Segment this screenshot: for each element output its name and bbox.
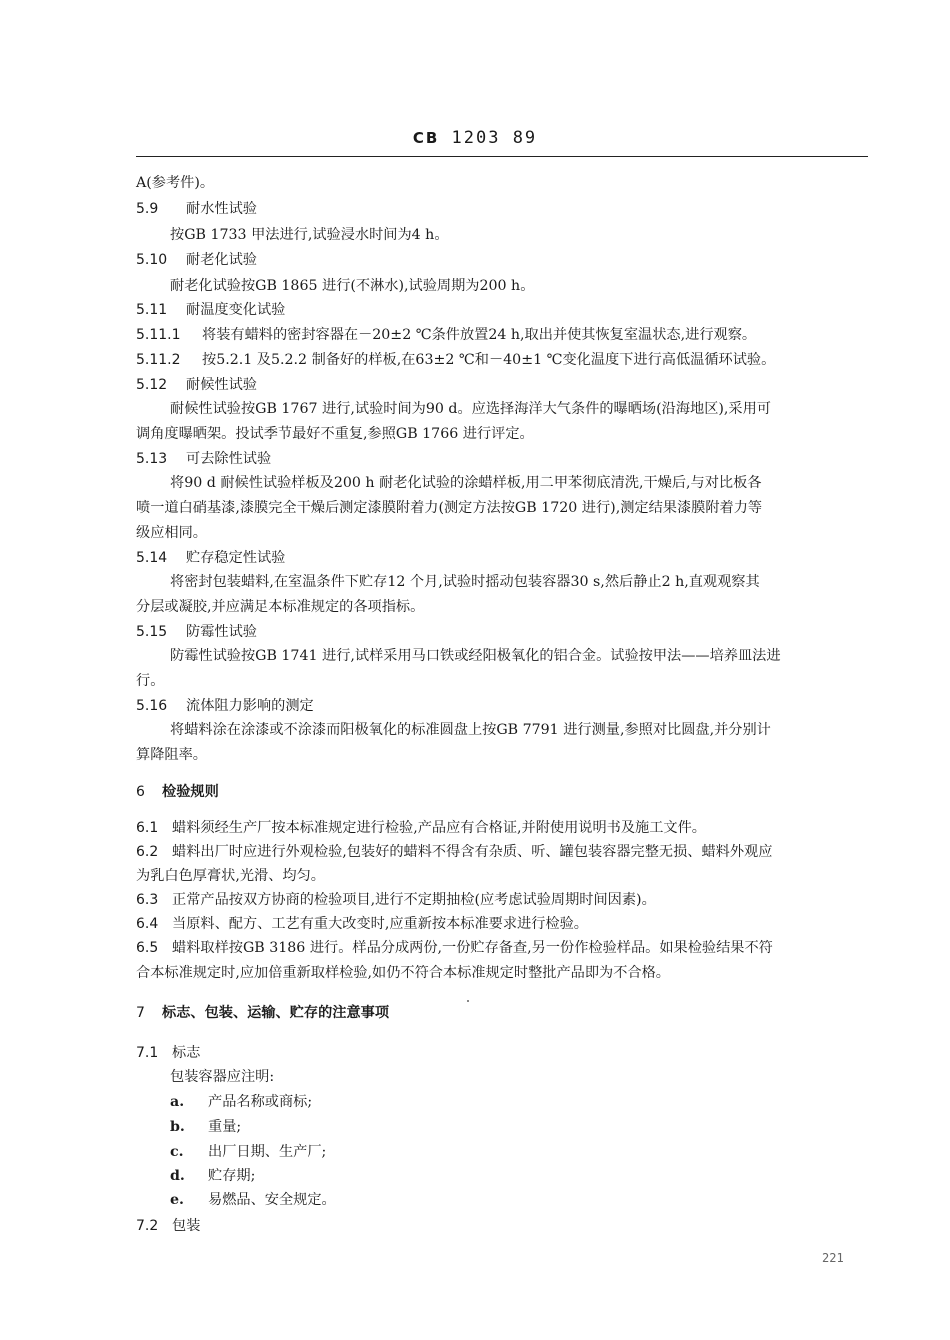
chapter-heading: 6 检验规则	[136, 784, 219, 800]
page-number: 221	[822, 1251, 844, 1265]
list-item: d. 贮存期;	[170, 1168, 256, 1184]
section-heading: 7.1 标志	[136, 1045, 201, 1061]
clause: 6.3 正常产品按双方协商的检验项目,进行不定期抽检(应考虑试验周期时间因素)。	[136, 892, 656, 908]
paragraph: 行。	[136, 673, 165, 689]
section-heading: 5.11 耐温度变化试验	[136, 302, 286, 318]
paragraph: 级应相同。	[136, 525, 207, 541]
paragraph: 耐老化试验按GB 1865 进行(不淋水),试验周期为200 h。	[170, 278, 535, 294]
header-prefix: CB	[412, 129, 440, 147]
list-item: c. 出厂日期、生产厂;	[170, 1144, 327, 1160]
section-heading: 7.2 包装	[136, 1218, 201, 1234]
paragraph: 按GB 1733 甲法进行,试验浸水时间为4 h。	[170, 227, 449, 243]
section-heading: 5.9 耐水性试验	[136, 201, 257, 217]
paragraph: 包装容器应注明:	[170, 1069, 275, 1085]
paragraph: 耐候性试验按GB 1767 进行,试验时间为90 d。应选择海洋大气条件的曝晒场(沿海地区),采用可	[170, 401, 771, 417]
paragraph: 将密封包装蜡料,在室温条件下贮存12 个月,试验时摇动包装容器30 s,然后静止2 h,直观观察其	[170, 574, 760, 590]
list-item: b. 重量;	[170, 1119, 242, 1135]
header-number: 1203 89	[451, 128, 538, 148]
list-item: e. 易燃品、安全规定。	[170, 1192, 336, 1208]
list-item: a. 产品名称或商标;	[170, 1094, 313, 1110]
paragraph: 为乳白色厚膏状,光滑、均匀。	[136, 868, 325, 884]
clause: 6.4 当原料、配方、工艺有重大改变时,应重新按本标准要求进行检验。	[136, 916, 588, 932]
clause: 5.11.2 按5.2.1 及5.2.2 制备好的样板,在63±2 ℃和－40±1 ℃变化温度下进行高低温循环试验。	[136, 352, 776, 368]
paragraph: 调角度曝晒架。投试季节最好不重复,参照GB 1766 进行评定。	[136, 426, 534, 442]
paragraph: 将蜡料涂在涂漆或不涂漆而阳极氧化的标准圆盘上按GB 7791 进行测量,参照对比圆盘,并分别计	[170, 722, 771, 738]
section-heading: 5.13 可去除性试验	[136, 451, 272, 467]
running-header	[0, 128, 950, 148]
clause: 6.5 蜡料取样按GB 3186 进行。样品分成两份,一份贮存备查,另一份作检验样品。如果检验结果不符	[136, 940, 773, 956]
clause: 6.2 蜡料出厂时应进行外观检验,包装好的蜡料不得含有杂质、听、罐包装容器完整无损、蜡料外观应	[136, 844, 773, 860]
chapter-heading: 7 标志、包装、运输、贮存的注意事项	[136, 1005, 390, 1021]
section-heading: 5.12 耐候性试验	[136, 377, 257, 393]
section-heading: 5.16 流体阻力影响的测定	[136, 698, 314, 714]
section-heading: 5.14 贮存稳定性试验	[136, 550, 286, 566]
section-heading: 5.10 耐老化试验	[136, 252, 257, 268]
paragraph: 喷一道白硝基漆,漆膜完全干燥后测定漆膜附着力(测定方法按GB 1720 进行),测定结果漆膜附着力等	[136, 500, 763, 516]
text-line: A(参考件)。	[136, 175, 215, 191]
section-heading: 5.15 防霉性试验	[136, 624, 257, 640]
paragraph: 将90 d 耐候性试验样板及200 h 耐老化试验的涂蜡样板,用二甲苯彻底清洗,干燥后,与对比板各	[170, 475, 762, 491]
clause: 6.1 蜡料须经生产厂按本标准规定进行检验,产品应有合格证,并附使用说明书及施工文件。	[136, 820, 706, 836]
paragraph: 合本标准规定时,应加倍重新取样检验,如仍不符合本标准规定时整批产品即为不合格。	[136, 965, 670, 981]
header-rule	[136, 156, 868, 157]
paragraph: 防霉性试验按GB 1741 进行,试样采用马口铁或经阳极氧化的铝合金。试验按甲法——培养皿法进	[170, 648, 781, 664]
scan-speck	[467, 1000, 469, 1002]
paragraph: 分层或凝胶,并应满足本标准规定的各项指标。	[136, 599, 425, 615]
clause: 5.11.1 将装有蜡料的密封容器在－20±2 ℃条件放置24 h,取出并使其恢复室温状态,进行观察。	[136, 327, 757, 343]
paragraph: 算降阻率。	[136, 747, 207, 763]
